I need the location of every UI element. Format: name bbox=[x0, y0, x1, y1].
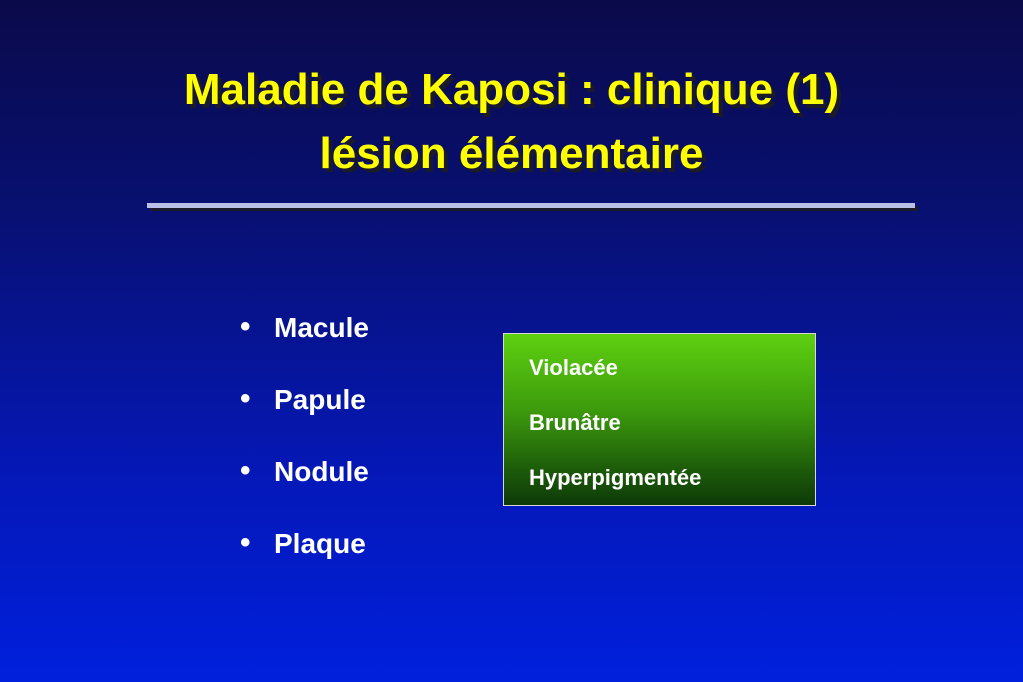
slide-title bbox=[0, 58, 1023, 186]
bullet-item-nodule bbox=[240, 452, 369, 524]
bullet-list bbox=[240, 308, 369, 596]
color-item-hyperpigmentee: Hyperpigmentée bbox=[529, 465, 702, 490]
bullet-label: Macule bbox=[274, 312, 369, 343]
bullet-dot-icon: • bbox=[240, 310, 251, 343]
title-line-2: lésion élémentaire bbox=[319, 129, 704, 178]
title-line-1: Maladie de Kaposi : clinique (1) bbox=[183, 65, 840, 114]
color-item-violacee: Violacée bbox=[529, 355, 618, 380]
color-item-brunatre: Brunâtre bbox=[529, 410, 621, 435]
color-description-box bbox=[503, 333, 816, 506]
bullet-label: Nodule bbox=[274, 456, 369, 487]
bullet-dot-icon: • bbox=[240, 526, 251, 559]
bullet-item-papule bbox=[240, 380, 369, 452]
bullet-label: Papule bbox=[274, 384, 366, 415]
bullet-dot-icon: • bbox=[240, 454, 251, 487]
bullet-dot-icon: • bbox=[240, 382, 251, 415]
bullet-item-macule bbox=[240, 308, 369, 380]
title-underline-divider bbox=[147, 203, 915, 208]
bullet-label: Plaque bbox=[274, 528, 366, 559]
bullet-item-plaque bbox=[240, 524, 369, 596]
